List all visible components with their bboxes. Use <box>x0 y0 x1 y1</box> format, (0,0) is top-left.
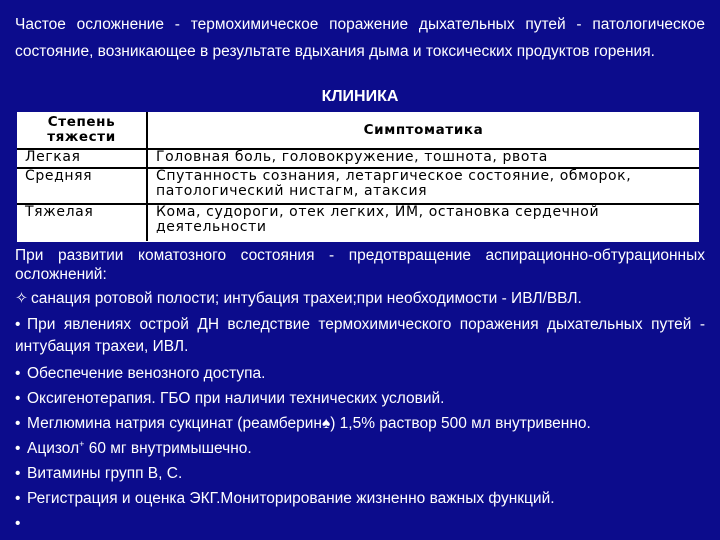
bullet-icon: • <box>15 365 21 382</box>
severity-cell: Легкая <box>17 149 147 168</box>
list-item: • Регистрация и оценка ЭКГ.Мониторирование жизненно важных функций. <box>15 490 555 507</box>
symptoms-cell: Спутанность сознания, летаргическое состояние, обморок, патологический нистагм, атаксия <box>147 168 699 204</box>
treatment-section <box>15 246 705 539</box>
list-item: • При явлениях острой ДН вследствие термохимического поражения дыхательных путей - интубация трахеи, ИВЛ. <box>15 316 705 355</box>
table-row <box>17 149 699 168</box>
bullet-icon: • <box>15 390 21 407</box>
severity-cell: Тяжелая <box>17 204 147 241</box>
bullet-icon: • <box>15 465 21 482</box>
header-symptoms: Симптоматика <box>147 112 699 149</box>
severity-cell: Средняя <box>17 168 147 204</box>
list-item: • Меглюмина натрия сукцинат (реамберин♠) 1,5% раствор 500 мл внутривенно. <box>15 415 591 432</box>
bullet-icon: • <box>15 415 21 432</box>
coma-paragraph: При развитии коматозного состояния - предотвращение аспирационно-обтурационных осложнений: <box>15 247 705 283</box>
section-title: КЛИНИКА <box>321 88 399 105</box>
table-row <box>17 168 699 204</box>
table-row <box>17 204 699 241</box>
symptoms-cell: Головная боль, головокружение, тошнота, рвота <box>147 149 699 168</box>
list-item: • Витамины групп В, С. <box>15 465 183 482</box>
header-severity: Степень тяжести <box>17 112 147 149</box>
list-item: • Ацизол+ 60 мг внутримышечно. <box>15 438 252 457</box>
symptoms-cell: Кома, судороги, отек легких, ИМ, остановка сердечной деятельности <box>156 204 600 235</box>
list-item <box>15 514 705 533</box>
bullet-icon: • <box>15 515 21 532</box>
list-item: ✧ санация ротовой полости; интубация трахеи;при необходимости - ИВЛ/ВВЛ. <box>15 290 582 307</box>
bullet-icon: • <box>15 440 21 457</box>
bullet-icon: • <box>15 316 21 333</box>
intro-paragraph: Частое осложнение - термохимическое поражение дыхательных путей - патологическое состояние, возникающее в результате вдыхания дыма и токсических продуктов горения. <box>15 16 705 60</box>
bullet-icon: • <box>15 490 21 507</box>
list-item: • Обеспечение венозного доступа. <box>15 365 266 382</box>
severity-table <box>17 112 699 242</box>
table-header-row <box>17 112 699 149</box>
list-item: • Оксигенотерапия. ГБО при наличии технических условий. <box>15 390 445 407</box>
diamond-bullet-icon: ✧ <box>15 290 28 307</box>
